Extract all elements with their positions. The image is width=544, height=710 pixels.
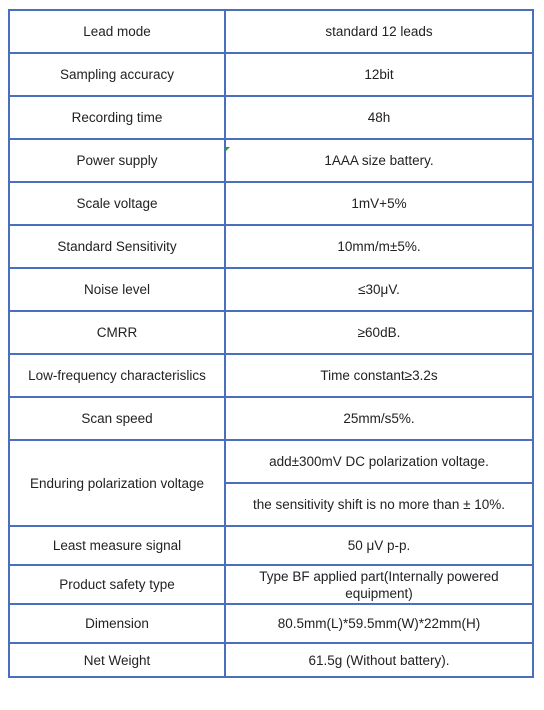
row-value: 1mV+5%	[225, 182, 533, 225]
table-row	[9, 440, 533, 483]
row-label: Recording time	[9, 96, 225, 139]
row-value: Type BF applied part(Internally powered equipment)	[225, 565, 533, 604]
spec-table	[8, 9, 534, 678]
row-label: Noise level	[9, 268, 225, 311]
table-row	[9, 139, 533, 182]
row-value: 61.5g (Without battery).	[225, 643, 533, 677]
table-row	[9, 311, 533, 354]
table-row	[9, 182, 533, 225]
table-row	[9, 225, 533, 268]
row-label: Scale voltage	[9, 182, 225, 225]
row-value: the sensitivity shift is no more than ± 10%.	[225, 483, 533, 526]
row-label: Lead mode	[9, 10, 225, 53]
table-row	[9, 643, 533, 677]
row-value: 1AAA size battery.	[225, 139, 533, 182]
row-label: Dimension	[9, 604, 225, 643]
row-label: Least measure signal	[9, 526, 225, 565]
cell-marker-icon	[225, 147, 230, 152]
row-label: Scan speed	[9, 397, 225, 440]
row-value: add±300mV DC polarization voltage.	[225, 440, 533, 483]
table-row	[9, 397, 533, 440]
row-label: Standard Sensitivity	[9, 225, 225, 268]
row-label: Product safety type	[9, 565, 225, 604]
row-value: standard 12 leads	[225, 10, 533, 53]
row-label: Low-frequency characterislics	[9, 354, 225, 397]
row-label: Net Weight	[9, 643, 225, 677]
table-row	[9, 354, 533, 397]
table-row	[9, 604, 533, 643]
table-row	[9, 526, 533, 565]
row-value: 80.5mm(L)*59.5mm(W)*22mm(H)	[225, 604, 533, 643]
table-row	[9, 53, 533, 96]
table-row	[9, 10, 533, 53]
row-label: Sampling accuracy	[9, 53, 225, 96]
row-label: Power supply	[9, 139, 225, 182]
table-row	[9, 565, 533, 604]
row-value: 25mm/s5%.	[225, 397, 533, 440]
table-row	[9, 96, 533, 139]
row-value: 10mm/m±5%.	[225, 225, 533, 268]
row-value: 50 μV p-p.	[225, 526, 533, 565]
row-value: 48h	[225, 96, 533, 139]
row-label: Enduring polarization voltage	[9, 440, 225, 526]
row-value: Time constant≥3.2s	[225, 354, 533, 397]
row-value: 12bit	[225, 53, 533, 96]
row-label: CMRR	[9, 311, 225, 354]
row-value: ≥60dB.	[225, 311, 533, 354]
table-row	[9, 268, 533, 311]
row-value: ≤30μV.	[225, 268, 533, 311]
